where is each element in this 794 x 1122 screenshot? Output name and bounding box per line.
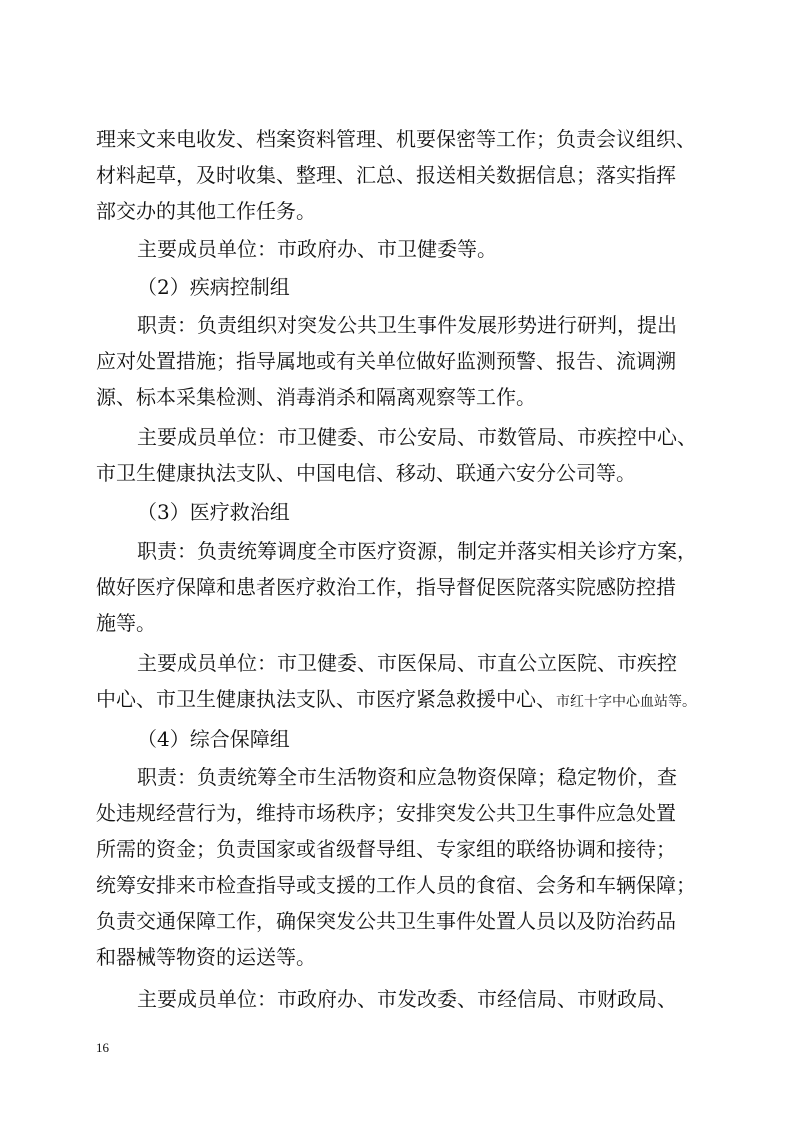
member-units-small-text: 市红十字中心血站等。 <box>556 694 696 710</box>
member-units-line: 主要成员单位：市卫健委、市公安局、市数管局、市疾控中心、 <box>137 425 697 449</box>
body-text-line: 应对处置措施；指导属地或有关单位做好监测预警、报告、流调溯 <box>96 349 676 373</box>
section-heading: （2）疾病控制组 <box>137 275 290 299</box>
body-text-line: 职责：负责统筹调度全市医疗资源，制定并落实相关诊疗方案， <box>137 539 697 563</box>
page-number: 16 <box>96 1040 109 1055</box>
member-units-text: 中心、市卫生健康执法支队、市医疗紧急救援中心、 <box>96 687 556 711</box>
body-text-line: 职责：负责统筹全市生活物资和应急物资保障；稳定物价，查 <box>137 765 677 789</box>
member-units-line <box>96 682 706 716</box>
body-text-line: 所需的资金；负责国家或省级督导组、专家组的联络协调和接待； <box>96 837 676 861</box>
body-text-line: 负责交通保障工作，确保突发公共卫生事件处置人员以及防治药品 <box>96 909 676 933</box>
body-text-line: 施等。 <box>96 611 156 635</box>
body-text-line: 理来文来电收发、档案资料管理、机要保密等工作；负责会议组织、 <box>96 127 696 151</box>
body-text-line: 材料起草，及时收集、整理、汇总、报送相关数据信息；落实指挥 <box>96 163 676 187</box>
member-units-line: 主要成员单位：市政府办、市卫健委等。 <box>137 237 497 261</box>
body-text-line: 源、标本采集检测、消毒消杀和隔离观察等工作。 <box>96 385 536 409</box>
body-text-line: 处违规经营行为，维持市场秩序；安排突发公共卫生事件应急处置 <box>96 801 676 825</box>
body-text-line: 做好医疗保障和患者医疗救治工作，指导督促医院落实院感防控措 <box>96 575 676 599</box>
member-units-line: 市卫生健康执法支队、中国电信、移动、联通六安分公司等。 <box>96 461 636 485</box>
body-text-line: 部交办的其他工作任务。 <box>96 199 316 223</box>
section-heading: （3）医疗救治组 <box>137 500 290 524</box>
body-text-line: 统筹安排来市检查指导或支援的工作人员的食宿、会务和车辆保障； <box>96 873 696 897</box>
section-heading: （4）综合保障组 <box>137 727 290 751</box>
member-units-line: 主要成员单位：市卫健委、市医保局、市直公立医院、市疾控 <box>137 651 677 675</box>
body-text-line: 职责：负责组织对突发公共卫生事件发展形势进行研判，提出 <box>137 313 677 337</box>
member-units-line: 主要成员单位：市政府办、市发改委、市经信局、市财政局、 <box>137 987 677 1011</box>
body-text-line: 和器械等物资的运送等。 <box>96 945 316 969</box>
